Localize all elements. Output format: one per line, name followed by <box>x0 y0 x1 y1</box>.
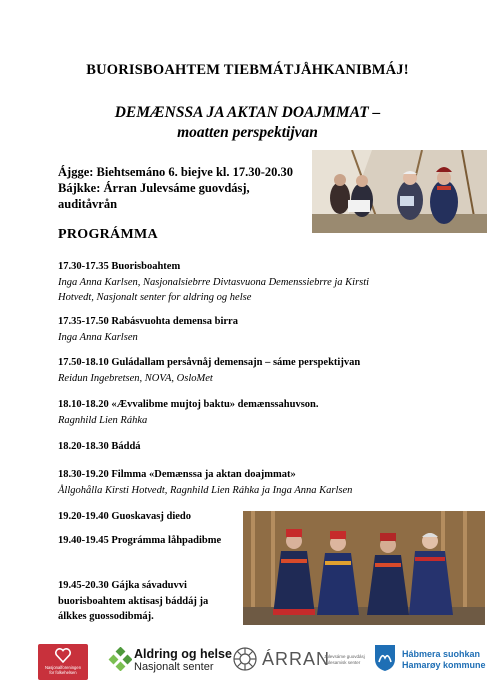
program-item: 18.10-18.20 «Ævvalibme mujtoj baktu» demænssahuvson. Ragnhild Lien Ráhka <box>58 399 319 426</box>
coat-of-arms-icon <box>374 644 396 672</box>
sami-women-photo <box>243 511 485 625</box>
event-place-room: auditåvrån <box>58 197 118 211</box>
tent-reading-photo <box>312 150 487 233</box>
arran-logo: ÁRRAN Julevsáme guovdásj Lulesamisk senter <box>232 646 258 677</box>
event-subtitle: moatten perspektijvan <box>177 124 318 141</box>
event-place: Bájkke: Árran Julevsáme guovdásj, <box>58 181 250 195</box>
program-item: 19.40-19.45 Prográmma låhpadibme <box>58 535 222 546</box>
program-item: 17.50-18.10 Guládallam persåvnåj demensajn – sáme perspektijvan Reidun Ingebretsen, NOVA, OsloMet <box>58 357 361 384</box>
heart-icon <box>55 648 71 663</box>
event-title: DEMÆNSSA JA AKTAN DOAJMMAT – <box>114 104 381 121</box>
program-item: 18.20-18.30 Báddá <box>58 441 141 452</box>
sponsor-logos <box>0 640 495 690</box>
event-time: Ájgge: Biehtsemáno 6. biejve kl. 17.30-20.30 <box>58 165 294 179</box>
poster-title: BUORISBOAHTEM TIEBMÁTJÅHKANIBMÁJ! <box>86 62 409 78</box>
sun-symbol-icon <box>232 646 258 672</box>
diamond-cluster-icon <box>108 647 132 671</box>
program-item: 19.20-19.40 Guoskavasj diedo <box>58 511 192 522</box>
program-item: 18.30-19.20 Filmma «Demænssa ja aktan doajmmat» Ållgohålla Kirsti Hotvedt, Ragnhild Lien Ráhka ja Inga Anna Karlsen <box>58 469 353 496</box>
habmera-kommune-logo: Hábmera suohkan Hamarøy kommune <box>374 644 396 677</box>
program-item: 17.35-17.50 Rabásvuohta demensa birra Inga Anna Karlsen <box>58 316 238 343</box>
program-final-item: 19.45-20.30 Gájka sávaduvvi buorisboahtem aktisasj báddáj ja álkkes guossodibmáj. <box>58 580 209 622</box>
event-info <box>58 164 308 212</box>
aldring-og-helse-logo: Aldring og helse Nasjonalt senter <box>108 647 132 676</box>
program-item: 17.30-17.35 Buorisboahtem Inga Anna Karlsen, Nasjonalsiebrre Divtasvuona Demenssiebrre ja Kirsti Hotvedt, Nasjonalt senter for aldring og helse <box>58 261 370 303</box>
nasjonalforeningen-logo: Nasjonalforeningen for folkehelsen <box>38 644 88 680</box>
program-heading: PROGRÁMMA <box>58 227 158 242</box>
